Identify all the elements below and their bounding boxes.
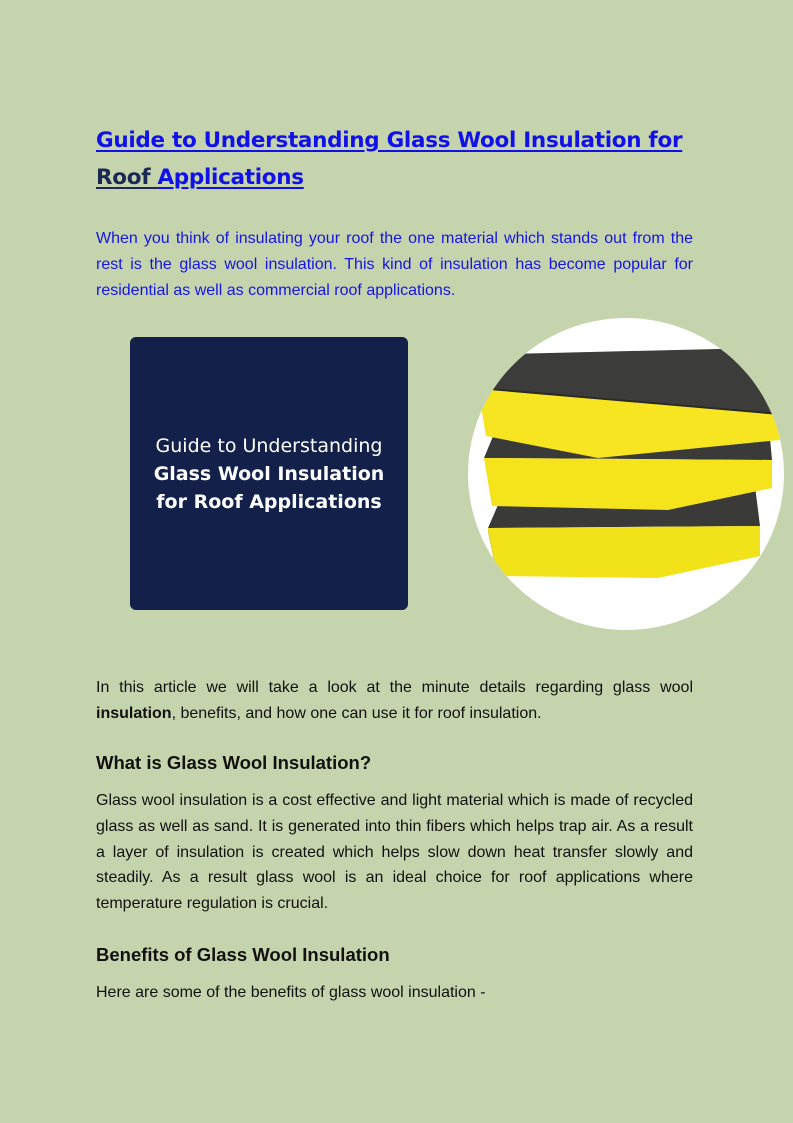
article-intro-text-a: In this article we will take a look at the minute details regarding glass wool xyxy=(96,679,693,696)
hero-banner xyxy=(96,318,693,630)
page-title xyxy=(96,122,696,196)
title-link-part3[interactable]: Applications xyxy=(157,165,304,190)
intro-paragraph: When you think of insulating your roof the one material which stands out from the rest is the glass wool insulation. This kind of insulation has become popular for residential as well as commercial roof applications. xyxy=(96,230,693,299)
section-heading-what-is: What is Glass Wool Insulation? xyxy=(96,752,372,773)
glass-wool-slabs-image xyxy=(468,318,784,630)
article-intro-bold: insulation xyxy=(96,704,172,722)
section-body-benefits: Here are some of the benefits of glass wool insulation - xyxy=(96,984,486,1001)
title-link-part1[interactable]: Guide to Understanding Glass Wool Insulation for xyxy=(96,128,683,153)
section-heading-benefits: Benefits of Glass Wool Insulation xyxy=(96,944,390,965)
section-body-what-is: Glass wool insulation is a cost effective and light material which is made of recycled glass as well as sand. It is generated into thin fibers which helps trap air. As a result a layer of insulation is created which helps slow down heat transfer slowly and steadily. As a result glass wool is an ideal choice for roof applications where temperature regulation is crucial. xyxy=(96,792,693,913)
hero-line-3: for Roof Applications xyxy=(156,490,382,513)
title-link-part2[interactable]: Roof xyxy=(96,165,158,190)
hero-line-1: Guide to Understanding xyxy=(155,434,383,457)
hero-title-panel xyxy=(130,337,408,610)
article-intro-text-b: , benefits, and how one can use it for roof insulation. xyxy=(171,704,542,722)
article-intro-paragraph xyxy=(96,675,693,727)
hero-line-2: Glass Wool Insulation xyxy=(153,462,385,485)
